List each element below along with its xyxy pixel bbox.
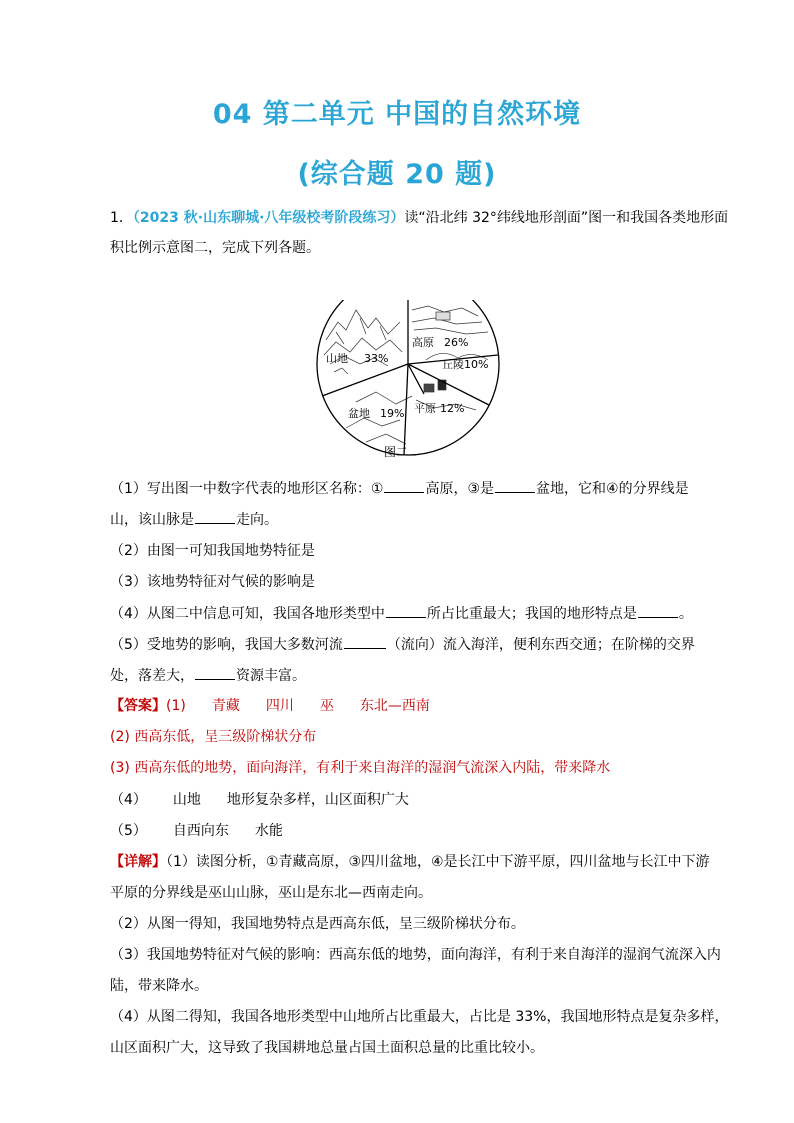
- subquestion-2: （2）由图一可知我国地势特征是: [110, 543, 315, 559]
- answer-blank[interactable]: [384, 478, 424, 493]
- answer-line-3: (3) 西高东低的地势，面向海洋，有利于来自海洋的湿润气流深入内陆，带来降水: [110, 760, 611, 776]
- question-stem-text: 读“沿北纬 32°纬线地形剖面”图一和我国各类地形面: [404, 210, 729, 226]
- answer-line-4: [110, 790, 409, 810]
- answer-line-5: [110, 821, 283, 841]
- answer-label: 【答案】: [110, 698, 166, 714]
- q1-text-d: 山，该山脉是: [110, 512, 194, 528]
- q4-text-a: （4）从图二中信息可知，我国各地形类型中: [110, 606, 385, 622]
- q5-text-a: （5）受地势的影响，我国大多数河流: [110, 637, 343, 653]
- q1-text-a: （1）写出图一中数字代表的地形区名称：①: [110, 481, 384, 497]
- answer-1-4: 东北—西南: [359, 698, 430, 714]
- label-mountain-pct: 33%: [364, 352, 389, 365]
- answer-blank[interactable]: [386, 603, 426, 618]
- explanation-line-7: 山区面积广大，这导致了我国耕地总量占国土面积总量的比重比较小。: [110, 1040, 544, 1056]
- explanation-1a: （1）读图分析，①青藏高原，③四川盆地，④是长江中下游平原，四川盆地与长江中下游: [166, 854, 710, 870]
- page-subtitle: (综合题 20 题): [297, 159, 497, 190]
- subquestion-1-line2: [110, 509, 278, 530]
- explanation-label: 【详解】: [110, 854, 166, 870]
- question-stem-line2: [110, 238, 320, 258]
- answer-blank[interactable]: [195, 509, 235, 524]
- answer-5-number: （5）: [110, 823, 147, 839]
- question-stem-text-2: 积比例示意图二，完成下列各题。: [110, 240, 320, 256]
- explanation-line-2: 平原的分界线是巫山山脉，巫山是东北—西南走向。: [110, 885, 432, 901]
- label-plain: 平原: [414, 402, 436, 415]
- answer-line-1: [110, 696, 430, 716]
- answer-blank[interactable]: [344, 634, 386, 649]
- answer-blank[interactable]: [638, 603, 678, 618]
- answer-1-3: 巫: [319, 698, 334, 714]
- subquestion-1-line1: [110, 478, 689, 499]
- q1-text-b: 高原，③是: [425, 481, 495, 497]
- explanation-line-6: （4）从图二得知，我国各地形类型中山地所占比重最大，占比是 33%，我国地形特点是复杂多样，: [110, 1009, 729, 1025]
- answer-1-1: 青藏: [211, 698, 240, 714]
- label-hill: 丘陵: [442, 358, 464, 371]
- answer-5-1: 自西向东: [172, 823, 229, 839]
- answer-4-2: 地形复杂多样，山区面积广大: [226, 792, 409, 808]
- explanation-line-3: （2）从图一得知，我国地势特点是西高东低，呈三级阶梯状分布。: [110, 916, 525, 932]
- explanation-line-5: 陆，带来降水。: [110, 978, 208, 994]
- label-plateau: 高原: [412, 336, 434, 349]
- label-hill-pct: 10%: [464, 358, 489, 371]
- q1-text-e: 走向。: [236, 512, 278, 528]
- answer-1-2: 四川: [265, 698, 294, 714]
- terrain-area-pie-figure: [316, 300, 500, 460]
- answer-5-2: 水能: [254, 823, 283, 839]
- q5-text-b: （流向）流入海洋，便利东西交通；在阶梯的交界: [386, 637, 695, 653]
- q5-text-d: 资源丰富。: [236, 668, 306, 684]
- q5-text-c: 处，落差大，: [110, 668, 194, 684]
- question-stem-line1: [110, 208, 728, 228]
- label-plain-pct: 12%: [440, 402, 465, 415]
- question-number: 1．: [110, 210, 133, 226]
- subquestion-4: [110, 603, 693, 624]
- answer-4-number: （4）: [110, 792, 147, 808]
- subquestion-5-line1: [110, 634, 695, 655]
- answer-blank[interactable]: [495, 478, 535, 493]
- explanation-line-1: [110, 852, 710, 872]
- subquestion-5-line2: [110, 665, 306, 686]
- label-plateau-pct: 26%: [444, 336, 469, 349]
- q4-text-b: 所占比重最大；我国的地形特点是: [426, 606, 637, 622]
- answer-1-number: (1): [166, 698, 186, 714]
- figure-caption: 图二: [384, 445, 409, 459]
- label-basin-pct: 19%: [380, 407, 405, 420]
- page-title: 04 第二单元 中国的自然环境: [212, 99, 582, 130]
- answer-blank[interactable]: [195, 665, 235, 680]
- q4-text-c: 。: [678, 606, 693, 622]
- label-mountain: 山地: [326, 352, 348, 365]
- q1-text-c: 盆地，它和④的分界线是: [536, 481, 689, 497]
- explanation-line-4: （3）我国地势特征对气候的影响：西高东低的地势，面向海洋，有利于来自海洋的湿润气流深入内: [110, 947, 721, 963]
- subquestion-3: （3）该地势特征对气候的影响是: [110, 574, 315, 590]
- label-basin: 盆地: [348, 407, 370, 420]
- answer-4-1: 山地: [172, 792, 201, 808]
- question-source: （2023 秋·山东聊城·八年级校考阶段练习）: [132, 210, 405, 226]
- answer-line-2: (2) 西高东低，呈三级阶梯状分布: [110, 729, 317, 745]
